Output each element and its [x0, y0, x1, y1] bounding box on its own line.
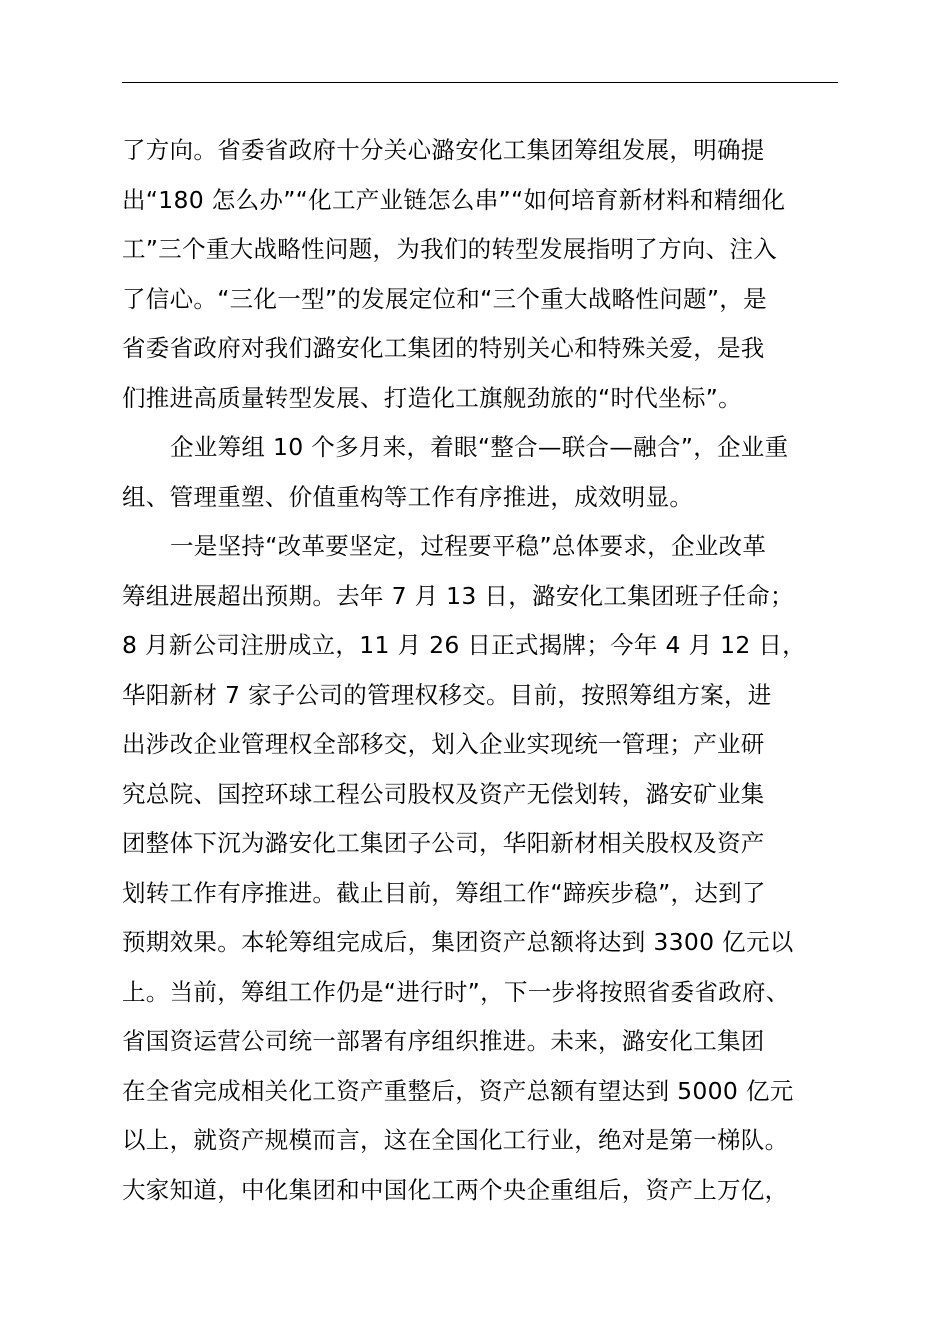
header-rule: [122, 82, 838, 83]
text-line: 们推进高质量转型发展、打造化工旗舰劲旅的“时代坐标”。: [122, 383, 742, 412]
text-line: 8 月新公司注册成立，11 月 26 日正式揭牌；今年 4 月 12 日，: [122, 631, 806, 659]
text-line: 出“180 怎么办”“化工产业链怎么串”“如何培育新材料和精细化: [122, 185, 786, 214]
text-line: 筹组进展超出预期。去年 7 月 13 日，潞安化工集团班子任命；: [122, 581, 794, 610]
text-line: 团整体下沉为潞安化工集团子公司，华阳新材相关股权及资产: [122, 829, 765, 857]
text-line: 以上，就资产规模而言，这在全国化工行业，绝对是第一梯队。: [122, 1126, 789, 1154]
text-line: 出涉改企业管理权全部移交，划入企业实现统一管理；产业研: [122, 730, 765, 758]
paragraph-first-line: 一是坚持“改革要坚定，过程要平稳”总体要求，企业改革: [170, 532, 767, 560]
text-line: 了方向。省委省政府十分关心潞安化工集团筹组发展，明确提: [122, 136, 765, 164]
text-line: 工”三个重大战略性问题，为我们的转型发展指明了方向、注入: [122, 235, 778, 263]
text-line: 了信心。“三化一型”的发展定位和“三个重大战略性问题”，是: [122, 284, 767, 313]
text-line: 组、管理重塑、价值重构等工作有序推进，成效明显。: [122, 482, 694, 511]
text-line: 究总院、国控环球工程公司股权及资产无偿划转，潞安矿业集: [122, 779, 765, 808]
text-line: 上。当前，筹组工作仍是“进行时”，下一步将按照省委省政府、: [122, 977, 790, 1006]
text-line: 华阳新材 7 家子公司的管理权移交。目前，按照筹组方案，进: [122, 680, 772, 709]
text-line: 预期效果。本轮筹组完成后，集团资产总额将达到 3300 亿元以: [122, 928, 794, 956]
document-body: [122, 126, 842, 1215]
paragraph-first-line: 企业筹组 10 个多月来，着眼“整合—联合—融合”，企业重: [170, 433, 789, 461]
text-line: 省委省政府对我们潞安化工集团的特别关心和特殊关爱，是我: [122, 334, 765, 362]
text-line: 大家知道，中化集团和中国化工两个央企重组后，资产上万亿，: [122, 1175, 789, 1204]
text-line: 省国资运营公司统一部署有序组织推进。未来，潞安化工集团: [122, 1027, 765, 1055]
text-line: 在全省完成相关化工资产重整后，资产总额有望达到 5000 亿元: [122, 1076, 794, 1105]
text-line: 划转工作有序推进。截止目前，筹组工作“蹄疾步稳”，达到了: [122, 878, 766, 907]
